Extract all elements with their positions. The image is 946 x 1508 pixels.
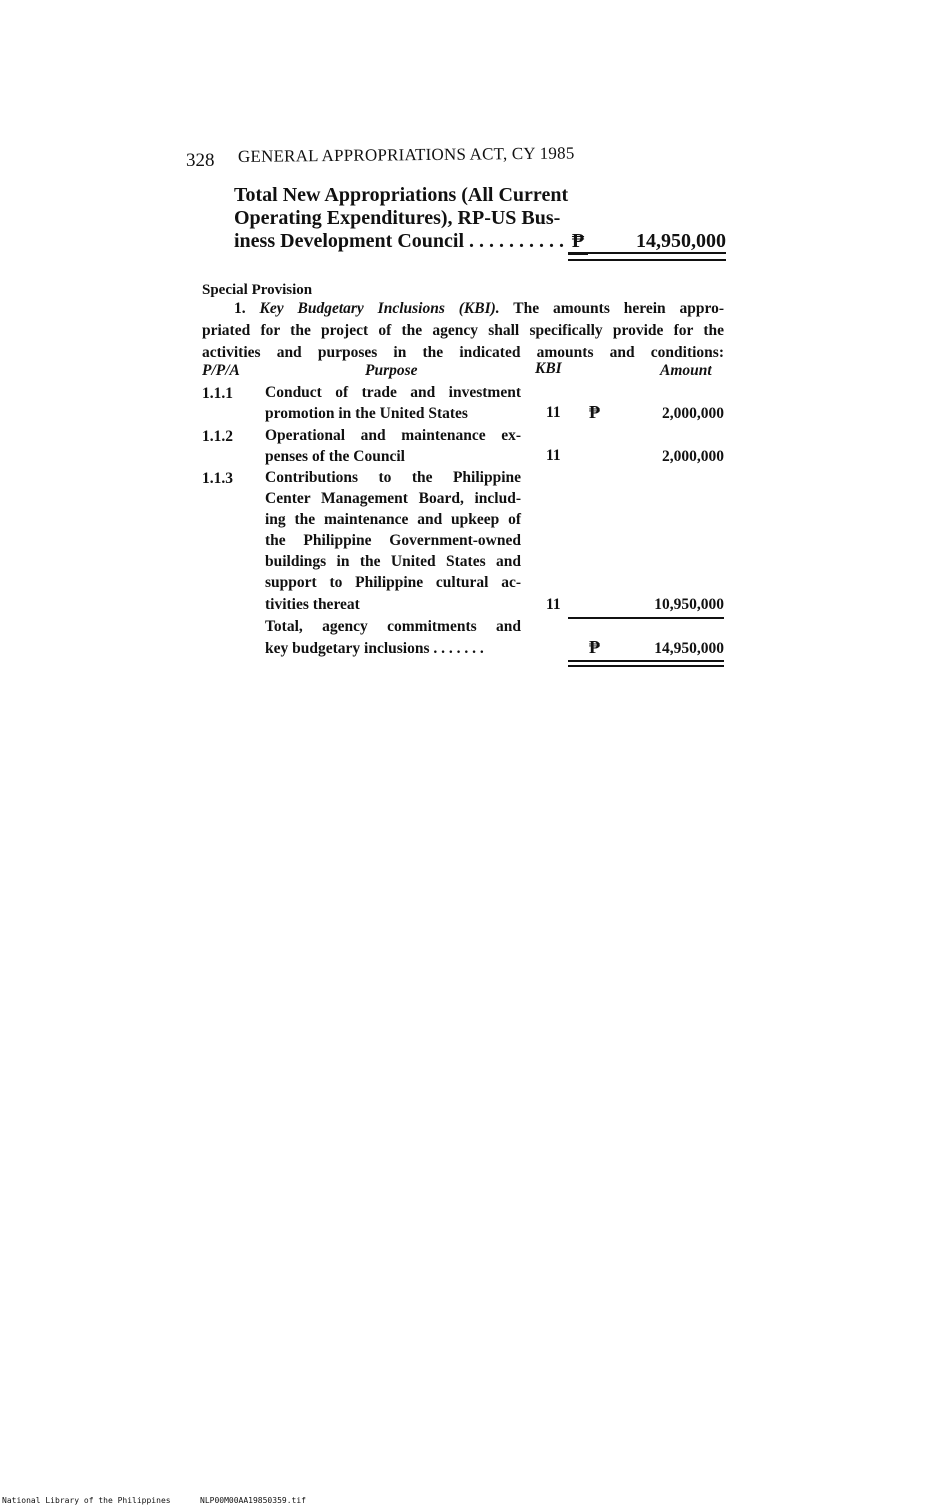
row-code: 1.1.3 (202, 470, 233, 487)
paragraph-line-3: activities and purposes in the indicated amounts and conditions: (202, 344, 724, 361)
footer-library: National Library of the Philippines (2, 1496, 171, 1505)
row-code: 1.1.2 (202, 428, 233, 445)
kbi-heading: Key Budgetary Inclusions (KBI). (259, 300, 500, 317)
peso-sign: ₱ (589, 637, 600, 657)
purpose-line: ing the maintenance and upkeep of (265, 511, 521, 528)
amount-value: 2,000,000 (662, 405, 724, 422)
row-code: 1.1.1 (202, 385, 233, 402)
amount-value: 10,950,000 (654, 596, 724, 613)
total-label-line-1: Total, agency commitments and (265, 618, 521, 635)
special-provision-paragraph (202, 298, 724, 364)
kbi-value: 11 (546, 404, 561, 421)
peso-sign: ₱ (568, 230, 588, 255)
header-amount: Amount (660, 362, 712, 379)
total-double-rule-top (568, 660, 724, 662)
header-kbi: KBI (535, 360, 562, 377)
amount-value: 2,000,000 (662, 448, 724, 465)
peso-sign: ₱ (589, 402, 600, 422)
total-line-1: Total New Appropriations (All Current (234, 184, 569, 206)
purpose-line: Contributions to the Philippine (265, 469, 521, 486)
paragraph-number: 1. (234, 300, 246, 317)
paragraph-line-1-rest: The amounts herein appro- (513, 300, 725, 317)
running-header-title: GENERAL APPROPRIATIONS ACT, CY 1985 (237, 143, 575, 166)
paragraph-line-2: priated for the project of the agency shall specifically provide for the (202, 322, 724, 339)
page-number: 328 (186, 150, 215, 171)
purpose-line: buildings in the United States and (265, 553, 521, 570)
purpose-line: support to Philippine cultural ac- (265, 574, 521, 591)
kbi-value: 11 (546, 596, 561, 613)
purpose-line: the Philippine Government-owned (265, 532, 521, 549)
purpose-line: Center Management Board, includ- (265, 490, 521, 507)
paragraph-line-1 (202, 298, 724, 320)
purpose-line: Operational and maintenance ex- (265, 427, 521, 444)
subtotal-rule (568, 617, 724, 619)
total-line-2: Operating Expenditures), RP-US Bus- (234, 207, 561, 229)
purpose-line: penses of the Council (265, 448, 405, 465)
double-underline (568, 252, 726, 261)
total-amount-row (234, 230, 726, 253)
purpose-line: tivities thereat (265, 596, 360, 613)
header-ppa: P/P/A (202, 362, 240, 379)
total-amount-value: 14,950,000 (654, 640, 724, 657)
kbi-value: 11 (546, 447, 561, 464)
total-amount: 14,950,000 (636, 230, 726, 252)
purpose-line: promotion in the United States (265, 405, 468, 422)
total-label-line-2: key budgetary inclusions . . . . . . . (265, 640, 484, 657)
total-new-appropriations (234, 184, 726, 253)
header-purpose: Purpose (365, 362, 418, 379)
special-provision-title: Special Provision (202, 282, 313, 298)
purpose-line: Conduct of trade and investment (265, 384, 521, 401)
total-double-rule-bottom (568, 665, 724, 667)
footer-filename: NLP00M00AA19850359.tif (200, 1496, 306, 1505)
total-line-3: iness Development Council . . . . . . . . . . (234, 230, 564, 252)
